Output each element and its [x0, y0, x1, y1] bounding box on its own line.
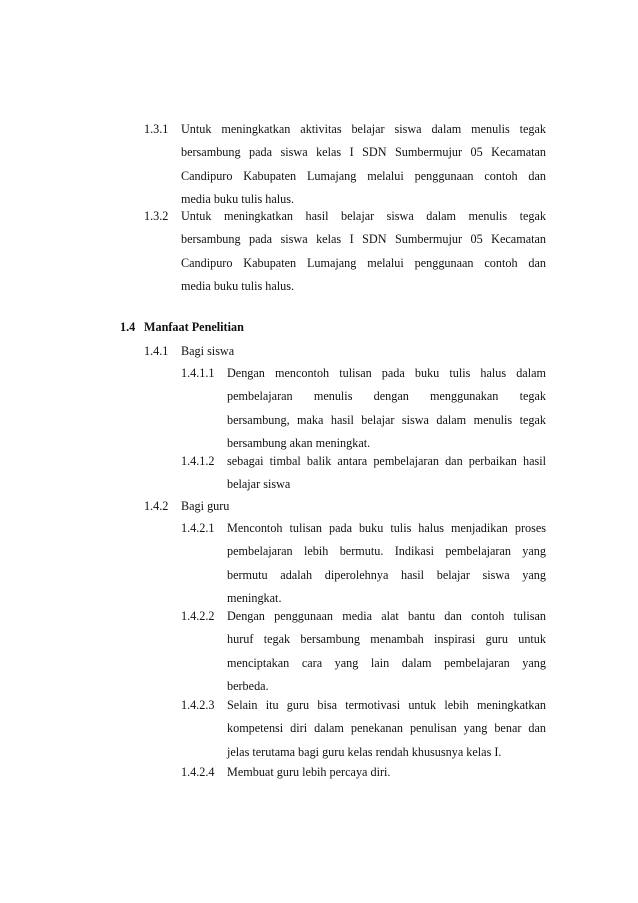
benefit-line: bermutu adalah diperolehnya hasil belajar siswa yang [227, 567, 546, 582]
section-heading [120, 316, 244, 339]
benefit-number: 1.4.2.4 [181, 765, 215, 779]
objective-line: Candipuro Kabupaten Lumajang melalui penggunaan contoh dan [181, 255, 546, 270]
benefit-number: 1.4.1.2 [181, 454, 215, 468]
objective-number: 1.3.1 [144, 122, 169, 136]
benefit-line: pembelajaran lebih bermutu. Indikasi pembelajaran yang [227, 544, 546, 559]
benefit-line: Dengan penggunaan media alat bantu dan contoh tulisan [227, 609, 546, 623]
subsection-title: Bagi siswa [181, 344, 235, 358]
objective-line: Untuk meningkatkan aktivitas belajar siswa dalam menulis tegak [181, 122, 546, 136]
benefit-line: pembelajaran menulis dengan menggunakan tegak [227, 389, 546, 404]
subsection-number: 1.4.1 [144, 344, 169, 358]
objective-line: bersambung pada siswa kelas I SDN Sumbermujur 05 Kecamatan [181, 145, 546, 160]
benefit-number: 1.4.2.3 [181, 698, 215, 712]
subsection-title: Bagi guru [181, 499, 230, 513]
benefit-line: menciptakan cara yang lain dalam pembelajaran yang [227, 655, 546, 670]
section-title: Manfaat Penelitian [144, 320, 244, 334]
objective-line: Candipuro Kabupaten Lumajang melalui penggunaan contoh dan [181, 168, 546, 183]
objective-line: Untuk meningkatkan hasil belajar siswa dalam menulis tegak [181, 209, 546, 223]
benefit-line: Dengan mencontoh tulisan pada buku tulis halus dalam [227, 366, 546, 380]
section-number: 1.4 [120, 320, 136, 334]
benefit-line: berbeda. [227, 679, 269, 694]
benefit-line: Mencontoh tulisan pada buku tulis halus menjadikan proses [227, 521, 546, 535]
objective-line: media buku tulis halus. [181, 192, 295, 207]
benefit-line: kompetensi diri dalam penekanan penulisan yang benar dan [227, 721, 546, 736]
benefit-line: Selain itu guru bisa termotivasi untuk lebih meningkatkan [227, 698, 546, 712]
benefit-number: 1.4.1.1 [181, 366, 215, 380]
subsection-number: 1.4.2 [144, 499, 169, 513]
benefit-line: Membuat guru lebih percaya diri. [227, 765, 391, 779]
benefit-line: bersambung akan meningkat. [227, 436, 371, 451]
objective-number: 1.3.2 [144, 209, 169, 223]
benefit-line: jelas terutama bagi guru kelas rendah khususnya kelas I. [227, 744, 502, 759]
benefit-number: 1.4.2.1 [181, 521, 215, 535]
objective-line: bersambung pada siswa kelas I SDN Sumbermujur 05 Kecamatan [181, 232, 546, 247]
benefit-line: sebagai timbal balik antara pembelajaran dan perbaikan hasil [227, 454, 546, 468]
objective-line: media buku tulis halus. [181, 279, 295, 294]
benefit-line: huruf tegak bersambung menambah inspirasi guru untuk [227, 632, 546, 647]
benefit-line: belajar siswa [227, 477, 291, 492]
benefit-line: bersambung, maka hasil belajar siswa dalam menulis tegak [227, 412, 546, 427]
benefit-number: 1.4.2.2 [181, 609, 215, 623]
benefit-line: meningkat. [227, 591, 282, 606]
